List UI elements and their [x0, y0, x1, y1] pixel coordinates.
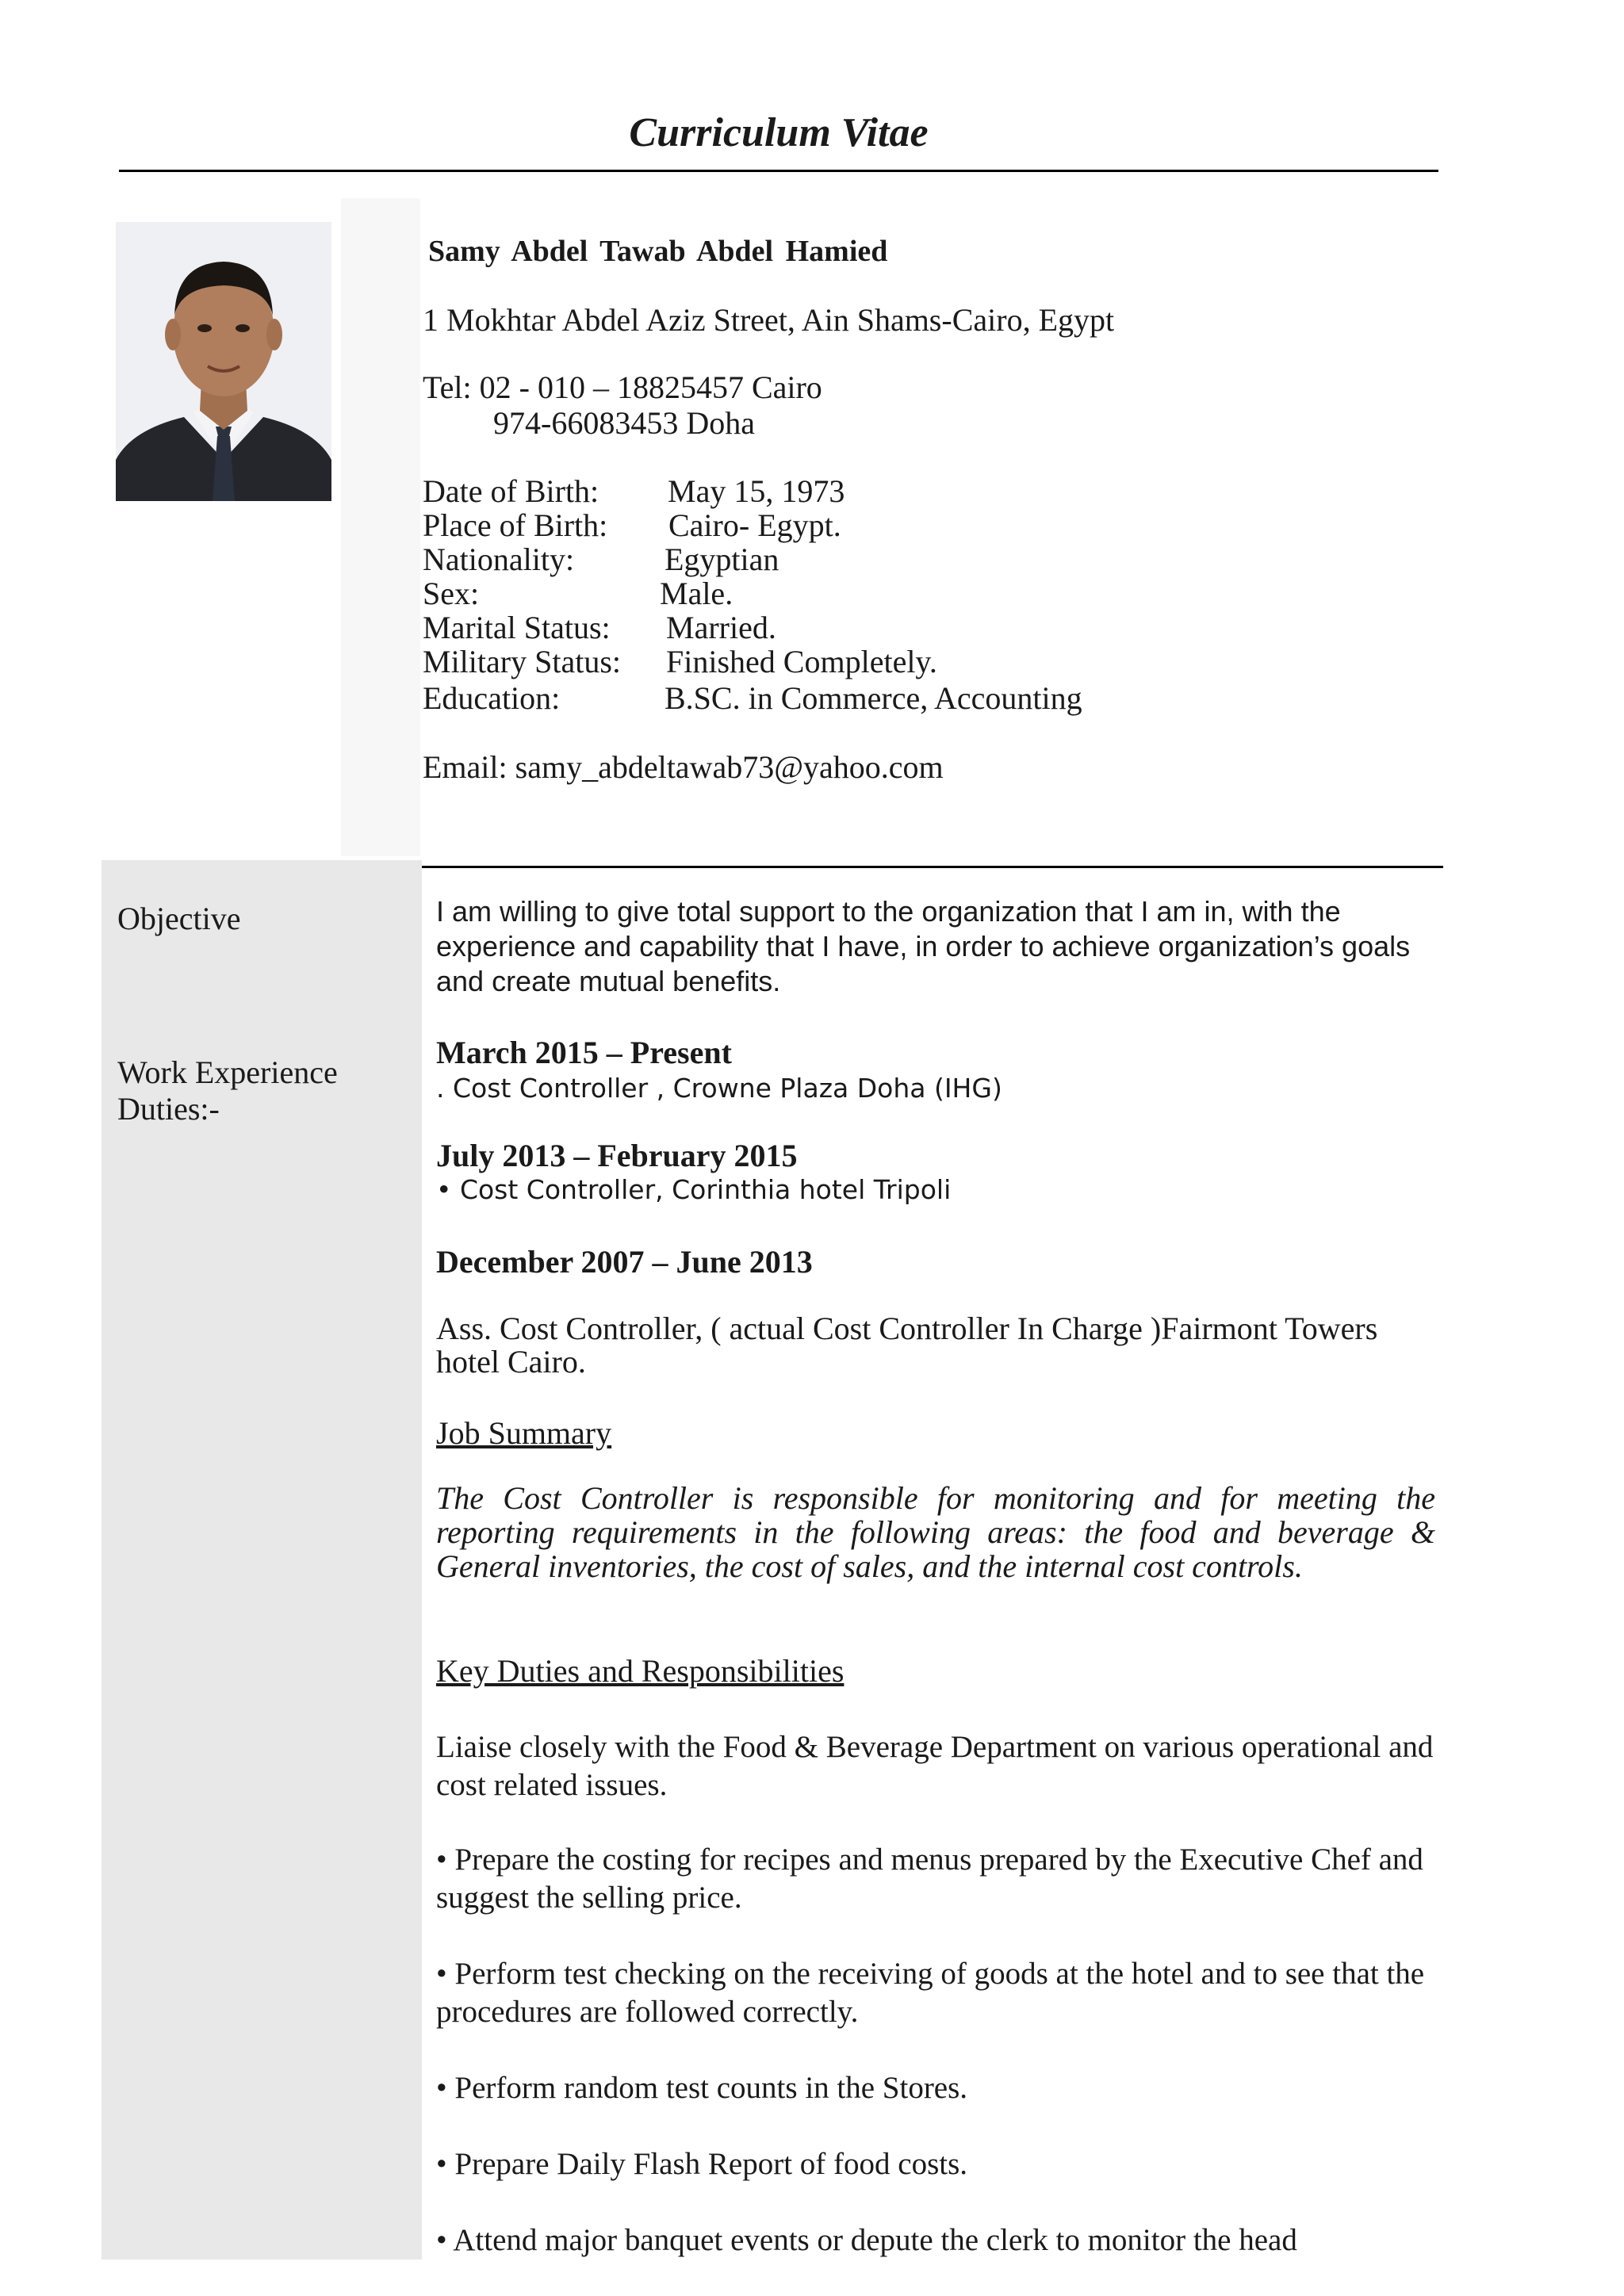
dob-value: May 15, 1973 [668, 473, 845, 509]
phone-cairo: Tel: 02 - 010 – 18825457 Cairo [423, 369, 822, 405]
duties-heading: Key Duties and Responsibilities [436, 1653, 845, 1689]
title-divider [119, 170, 1438, 172]
marital-value: Married. [666, 610, 776, 645]
job-1-dates: March 2015 – Present [436, 1035, 732, 1070]
objective-text: I am willing to give total support to the organization that I am in, with the experience and capability that I have, in order to achieve organization’s goals and create mutual benefits. [436, 895, 1411, 997]
address: 1 Mokhtar Abdel Aziz Street, Ain Shams-Cairo, Egypt [423, 302, 1115, 338]
portrait-image [116, 222, 331, 501]
nationality-value: Egyptian [665, 541, 779, 577]
email: Email: samy_abdeltawab73@yahoo.com [423, 749, 944, 785]
nationality-label: Nationality: [423, 541, 575, 577]
military-label: Military Status: [423, 644, 621, 679]
job-3-dates: December 2007 – June 2013 [436, 1244, 813, 1280]
objective-label: Objective [117, 901, 241, 936]
sex-value: Male. [660, 576, 733, 611]
duty-item: • Prepare Daily Flash Report of food costs. [436, 2147, 968, 2181]
dob-label: Date of Birth: [423, 473, 599, 509]
marital-label: Marital Status: [423, 610, 611, 645]
job-summary-heading: Job Summary [436, 1415, 612, 1451]
military-value: Finished Completely. [666, 644, 937, 679]
job-2-role: • Cost Controller, Corinthia hotel Tripoli [436, 1174, 952, 1205]
work-experience-label: Work Experience [117, 1054, 338, 1090]
duty-item: • Perform test checking on the receiving of goods at the hotel and to see that the procedures are followed correctly. [436, 1957, 1425, 2029]
duty-item: Liaise closely with the Food & Beverage Department on various operational and cost related issues. [436, 1730, 1434, 1802]
phone-doha: 974-66083453 Doha [493, 405, 755, 441]
job-2-dates: July 2013 – February 2015 [436, 1138, 798, 1173]
job-3-role: Ass. Cost Controller, ( actual Cost Controller In Charge )Fairmont Towers hotel Cairo. [436, 1311, 1378, 1380]
duties-label: Duties:- [117, 1091, 220, 1127]
pob-value: Cairo- Egypt. [668, 507, 841, 543]
job-1-role: . Cost Controller , Crowne Plaza Doha (IHG) [436, 1073, 1002, 1104]
pob-label: Place of Birth: [423, 507, 608, 543]
education-label: Education: [423, 680, 561, 716]
candidate-name: Samy Abdel Tawab Abdel Hamied [428, 235, 888, 268]
job-summary-text: The Cost Controller is responsible for monitoring and for meeting the reporting requirements in the following areas: the food and beverage & General inventories, the cost of sales, and the internal cost controls. [436, 1480, 1435, 1584]
duty-item: • Perform random test counts in the Stores. [436, 2071, 968, 2105]
duty-item: • Attend major banquet events or depute the clerk to monitor the head [436, 2223, 1297, 2257]
duty-item: • Prepare the costing for recipes and menus prepared by the Executive Chef and suggest the selling price. [436, 1843, 1423, 1915]
header-shade [341, 198, 420, 856]
sex-label: Sex: [423, 576, 480, 611]
document-title: Curriculum Vitae [629, 110, 929, 155]
education-value: B.SC. in Commerce, Accounting [665, 680, 1082, 716]
profile-photo [116, 222, 331, 501]
